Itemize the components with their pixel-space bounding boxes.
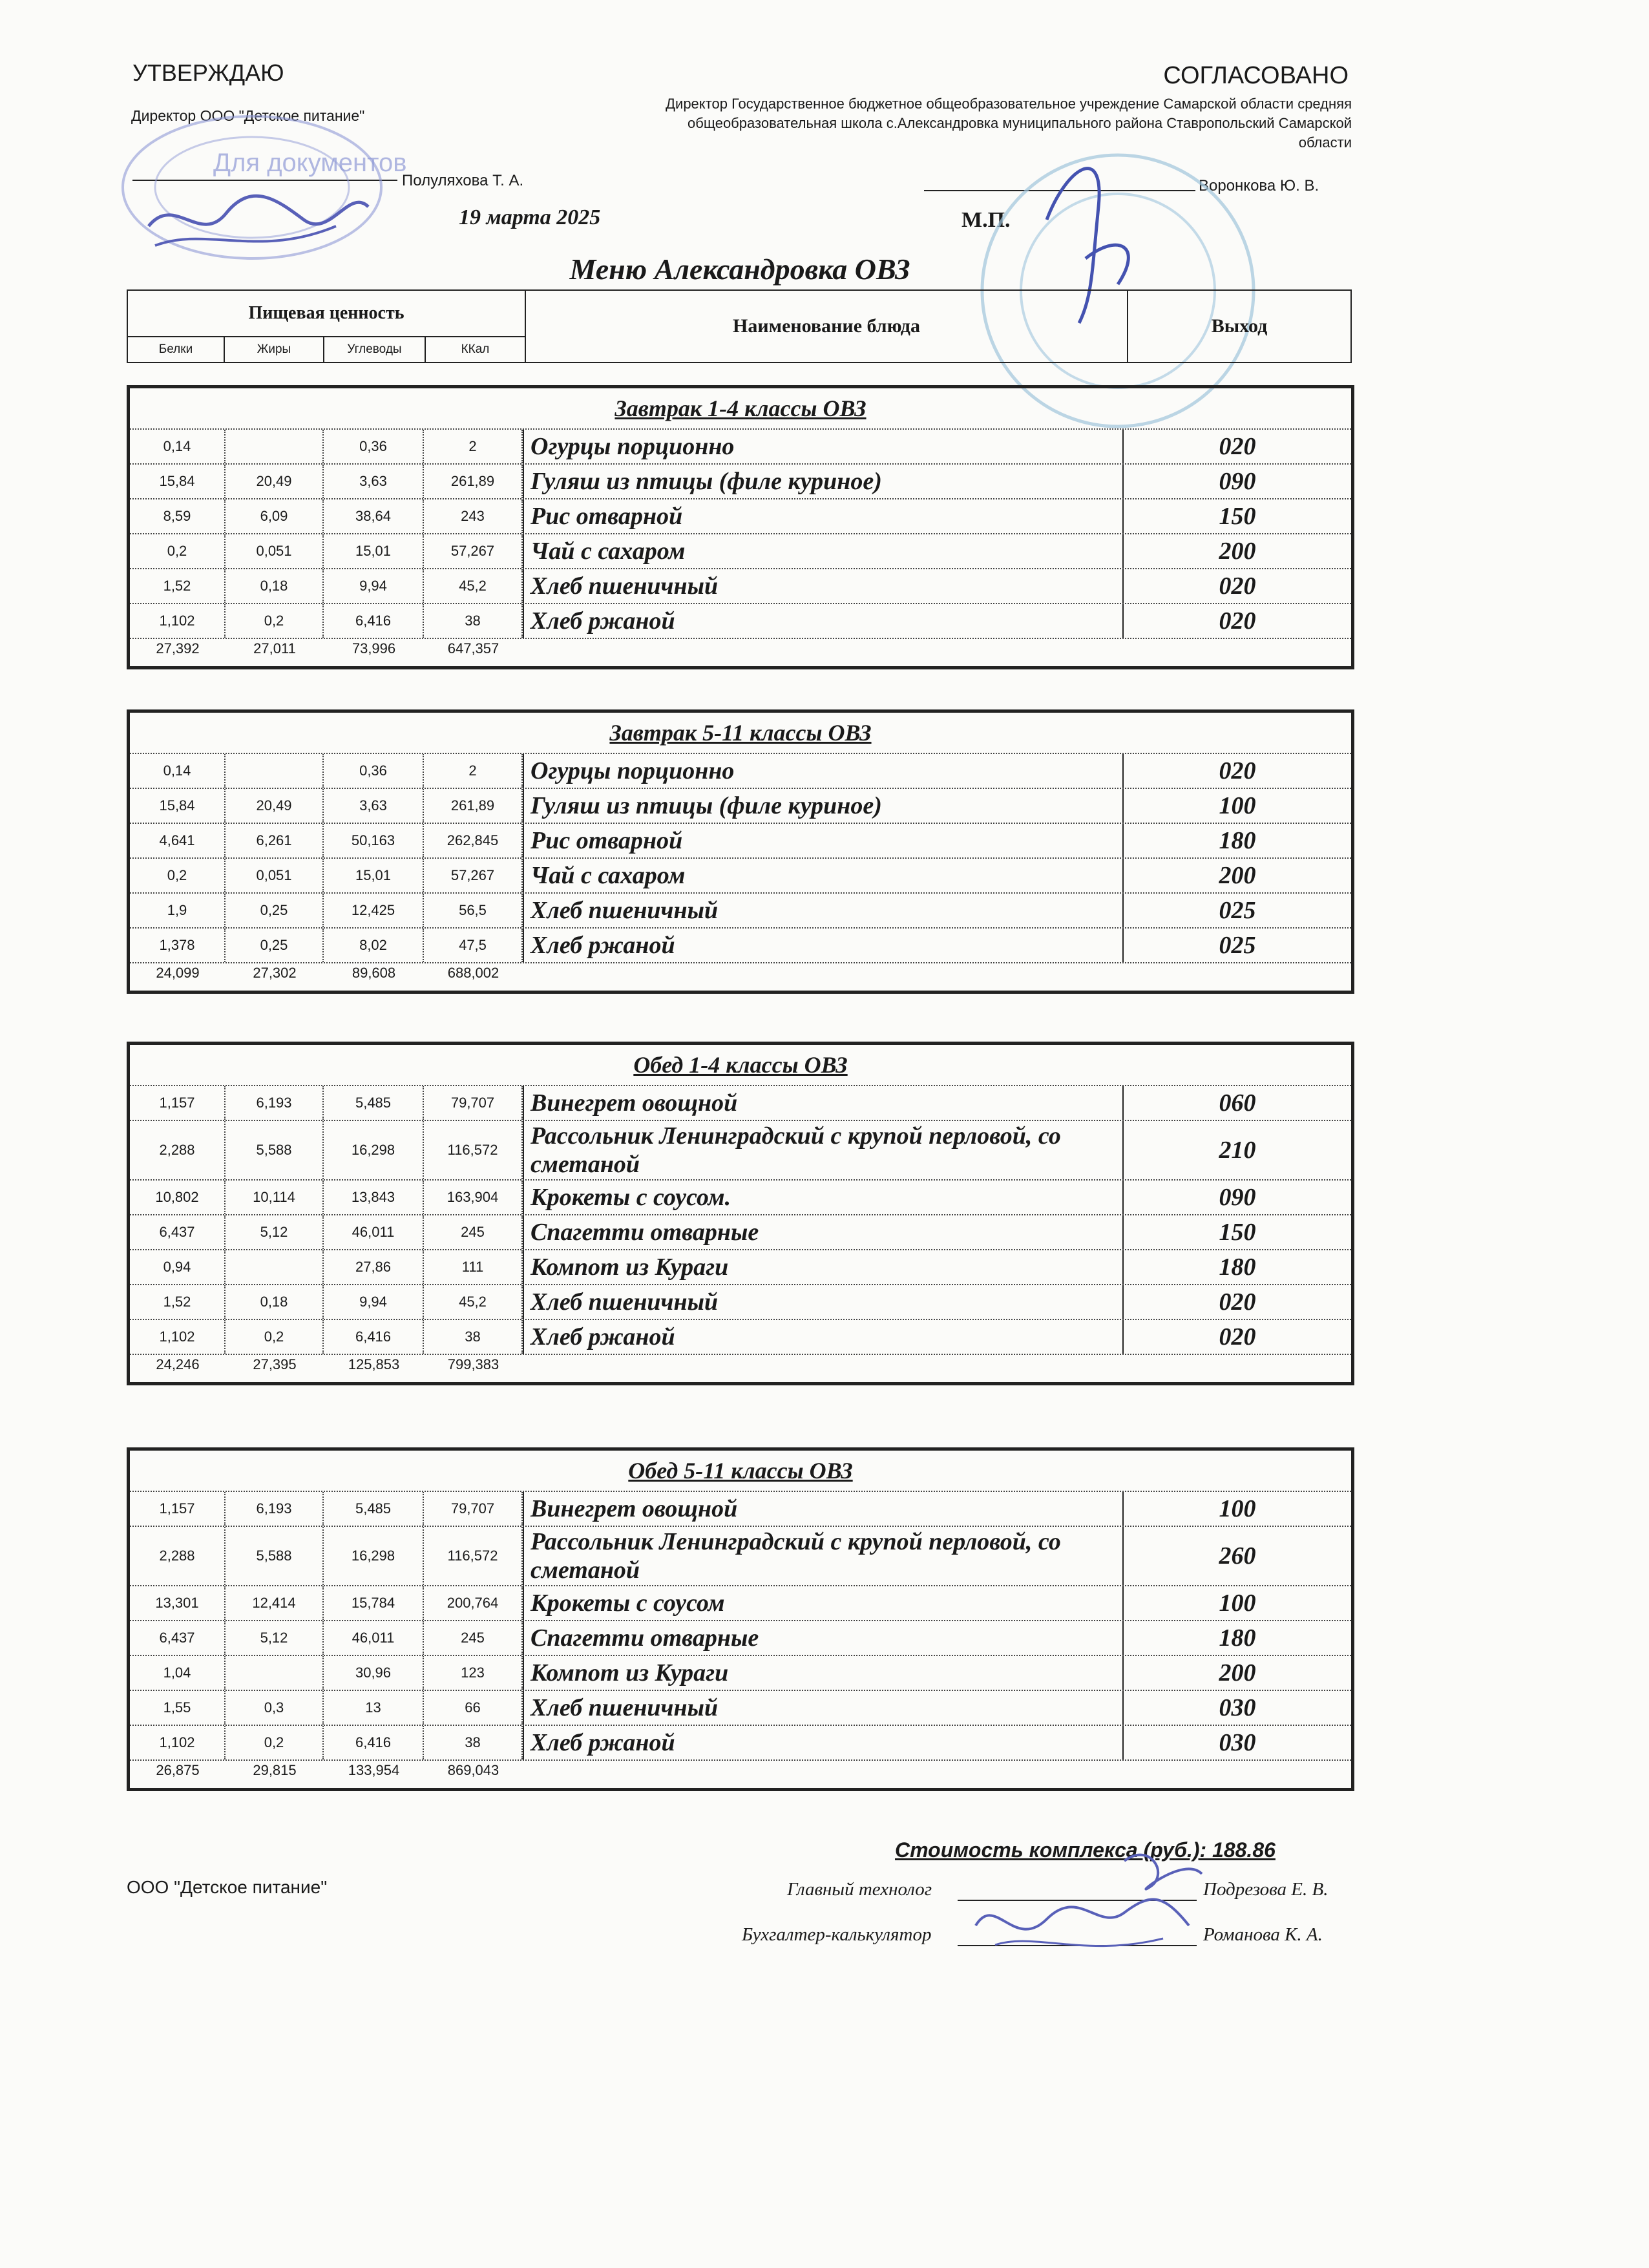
fats-cell: 0,3 bbox=[226, 1691, 324, 1725]
fats-cell: 6,193 bbox=[226, 1086, 324, 1120]
menu-row bbox=[130, 569, 1351, 604]
section-title: Завтрак 1-4 классы ОВЗ bbox=[130, 388, 1351, 430]
fats-cell: 0,25 bbox=[226, 894, 324, 927]
kcal-cell: 38 bbox=[424, 1320, 523, 1354]
section-title: Завтрак 5-11 классы ОВЗ bbox=[130, 713, 1351, 754]
carbs-cell: 12,425 bbox=[324, 894, 424, 927]
page-title: Меню Александровка ОВЗ bbox=[569, 253, 910, 286]
kcal-cell: 245 bbox=[424, 1215, 523, 1249]
chief-technologist-role: Главный технолог bbox=[787, 1879, 932, 1900]
kcal-cell: 57,267 bbox=[424, 859, 523, 892]
proteins-cell: 1,9 bbox=[130, 894, 226, 927]
dish-output: 020 bbox=[1219, 757, 1256, 784]
fats-cell: 0,2 bbox=[226, 604, 324, 638]
menu-row bbox=[130, 465, 1351, 499]
carbs-cell: 15,01 bbox=[324, 859, 424, 892]
dish-output: 025 bbox=[1219, 897, 1256, 924]
dish-name: Хлеб ржаной bbox=[523, 929, 1124, 962]
menu-section bbox=[127, 385, 1354, 669]
fats-cell: 5,588 bbox=[226, 1527, 324, 1585]
total-kcal: 688,002 bbox=[447, 965, 499, 981]
dish-name: Рассольник Ленинградский с крупой перловой, со сметаной bbox=[523, 1121, 1124, 1179]
menu-row bbox=[130, 430, 1351, 465]
dish-output: 060 bbox=[1219, 1089, 1256, 1117]
accountant-name: Романова К. А. bbox=[1203, 1924, 1323, 1945]
kcal-cell: 38 bbox=[424, 1726, 523, 1759]
fats-cell: 5,588 bbox=[226, 1121, 324, 1179]
output-header: Выход bbox=[1128, 290, 1351, 362]
chief-technologist-name: Подрезова Е. В. bbox=[1203, 1879, 1329, 1900]
menu-row bbox=[130, 1250, 1351, 1285]
dish-name: Компот из Кураги bbox=[523, 1656, 1124, 1690]
section-title: Обед 5-11 классы ОВЗ bbox=[130, 1451, 1351, 1492]
dish-name: Хлеб пшеничный bbox=[523, 1691, 1124, 1725]
kcal-cell: 2 bbox=[424, 430, 523, 463]
proteins-cell: 6,437 bbox=[130, 1621, 226, 1655]
fats-header: Жиры bbox=[224, 337, 324, 362]
total-proteins: 24,099 bbox=[156, 965, 200, 981]
menu-row bbox=[130, 1320, 1351, 1355]
menu-row bbox=[130, 1086, 1351, 1121]
menu-row bbox=[130, 1492, 1351, 1527]
proteins-cell: 0,14 bbox=[130, 430, 226, 463]
menu-row bbox=[130, 1215, 1351, 1250]
fats-cell bbox=[226, 1250, 324, 1284]
carbs-cell: 30,96 bbox=[324, 1656, 424, 1690]
dish-name: Рассольник Ленинградский с крупой перловой, со сметаной bbox=[523, 1527, 1124, 1585]
kcal-cell: 66 bbox=[424, 1691, 523, 1725]
footer-signatures-icon bbox=[956, 1835, 1228, 1984]
proteins-cell: 1,102 bbox=[130, 1726, 226, 1759]
dish-name: Хлеб пшеничный bbox=[523, 1285, 1124, 1319]
menu-section bbox=[127, 709, 1354, 994]
dish-output: 030 bbox=[1219, 1694, 1256, 1721]
total-carbs: 133,954 bbox=[348, 1762, 400, 1778]
carbs-cell: 9,94 bbox=[324, 1285, 424, 1319]
menu-row bbox=[130, 1527, 1351, 1586]
agree-name: Воронкова Ю. В. bbox=[1199, 177, 1319, 194]
dish-name: Рис отварной bbox=[523, 499, 1124, 533]
dish-name: Огурцы порционно bbox=[523, 430, 1124, 463]
dish-name: Гуляш из птицы (филе куриное) bbox=[523, 789, 1124, 823]
proteins-cell: 10,802 bbox=[130, 1181, 226, 1214]
dish-header: Наименование блюда bbox=[525, 290, 1128, 362]
dish-name: Чай с сахаром bbox=[523, 534, 1124, 568]
fats-cell: 20,49 bbox=[226, 465, 324, 498]
approve-role: Директор ООО "Детское питание" bbox=[131, 107, 365, 124]
fats-cell: 0,18 bbox=[226, 569, 324, 603]
menu-row bbox=[130, 1181, 1351, 1215]
proteins-cell: 13,301 bbox=[130, 1586, 226, 1620]
total-carbs: 73,996 bbox=[352, 640, 396, 656]
dish-output: 200 bbox=[1219, 538, 1256, 565]
carbs-cell: 15,01 bbox=[324, 534, 424, 568]
kcal-cell: 45,2 bbox=[424, 569, 523, 603]
dish-name: Винегрет овощной bbox=[523, 1086, 1124, 1120]
total-fats: 27,395 bbox=[253, 1356, 297, 1372]
kcal-cell: 57,267 bbox=[424, 534, 523, 568]
proteins-cell: 0,2 bbox=[130, 534, 226, 568]
dish-output: 020 bbox=[1219, 1323, 1256, 1350]
carbs-cell: 46,011 bbox=[324, 1215, 424, 1249]
carbs-cell: 16,298 bbox=[324, 1121, 424, 1179]
menu-row bbox=[130, 499, 1351, 534]
dish-output: 260 bbox=[1219, 1542, 1256, 1570]
carbs-cell: 8,02 bbox=[324, 929, 424, 962]
proteins-cell: 15,84 bbox=[130, 465, 226, 498]
kcal-cell: 2 bbox=[424, 754, 523, 788]
proteins-cell: 6,437 bbox=[130, 1215, 226, 1249]
approve-name: Полуляхова Т. А. bbox=[402, 172, 524, 189]
dish-output: 100 bbox=[1219, 1495, 1256, 1522]
total-carbs: 89,608 bbox=[352, 965, 396, 981]
kcal-cell: 38 bbox=[424, 604, 523, 638]
fats-cell: 6,261 bbox=[226, 824, 324, 857]
proteins-cell: 1,157 bbox=[130, 1086, 226, 1120]
total-kcal: 869,043 bbox=[447, 1762, 499, 1778]
dish-name: Рис отварной bbox=[523, 824, 1124, 857]
fats-cell: 0,2 bbox=[226, 1320, 324, 1354]
dish-output: 150 bbox=[1219, 503, 1256, 530]
kcal-cell: 79,707 bbox=[424, 1492, 523, 1526]
dish-name: Крокеты с соусом. bbox=[523, 1181, 1124, 1214]
fats-cell: 5,12 bbox=[226, 1215, 324, 1249]
document-date: 19 марта 2025 bbox=[459, 205, 601, 229]
fats-cell bbox=[226, 1656, 324, 1690]
kcal-cell: 245 bbox=[424, 1621, 523, 1655]
kcal-cell: 79,707 bbox=[424, 1086, 523, 1120]
dish-output: 020 bbox=[1219, 1288, 1256, 1316]
dish-name: Чай с сахаром bbox=[523, 859, 1124, 892]
dish-output: 210 bbox=[1219, 1137, 1256, 1164]
carbs-cell: 3,63 bbox=[324, 465, 424, 498]
dish-name: Огурцы порционно bbox=[523, 754, 1124, 788]
dish-name: Компот из Кураги bbox=[523, 1250, 1124, 1284]
dish-output: 200 bbox=[1219, 862, 1256, 889]
proteins-cell: 8,59 bbox=[130, 499, 226, 533]
kcal-cell: 47,5 bbox=[424, 929, 523, 962]
fats-cell: 0,051 bbox=[226, 534, 324, 568]
column-header-table bbox=[127, 289, 1352, 363]
proteins-cell: 1,52 bbox=[130, 1285, 226, 1319]
menu-row bbox=[130, 1586, 1351, 1621]
dish-output: 025 bbox=[1219, 932, 1256, 959]
proteins-cell: 1,52 bbox=[130, 569, 226, 603]
seal-place-label: М.П. bbox=[961, 208, 1011, 232]
total-fats: 29,815 bbox=[253, 1762, 297, 1778]
fats-cell: 10,114 bbox=[226, 1181, 324, 1214]
carbs-cell: 13 bbox=[324, 1691, 424, 1725]
stamp-text: Для документов bbox=[213, 149, 407, 177]
total-fats: 27,011 bbox=[253, 640, 296, 656]
menu-row bbox=[130, 754, 1351, 789]
dish-output: 150 bbox=[1219, 1219, 1256, 1246]
dish-name: Винегрет овощной bbox=[523, 1492, 1124, 1526]
menu-section bbox=[127, 1447, 1354, 1791]
total-proteins: 24,246 bbox=[156, 1356, 200, 1372]
menu-row bbox=[130, 859, 1351, 894]
kcal-cell: 116,572 bbox=[424, 1527, 523, 1585]
dish-name: Крокеты с соусом bbox=[523, 1586, 1124, 1620]
carbs-cell: 50,163 bbox=[324, 824, 424, 857]
fats-cell bbox=[226, 430, 324, 463]
proteins-header: Белки bbox=[127, 337, 224, 362]
kcal-cell: 56,5 bbox=[424, 894, 523, 927]
kcal-cell: 45,2 bbox=[424, 1285, 523, 1319]
nutrition-header: Пищевая ценность bbox=[127, 290, 525, 337]
proteins-cell: 4,641 bbox=[130, 824, 226, 857]
dish-name: Хлеб пшеничный bbox=[523, 894, 1124, 927]
complex-cost: Стоимость комплекса (руб.): 188.86 bbox=[895, 1838, 1276, 1862]
dish-output: 180 bbox=[1219, 1624, 1256, 1652]
proteins-cell: 1,157 bbox=[130, 1492, 226, 1526]
total-proteins: 27,392 bbox=[156, 640, 200, 656]
menu-row bbox=[130, 1621, 1351, 1656]
kcal-cell: 261,89 bbox=[424, 789, 523, 823]
proteins-cell: 0,2 bbox=[130, 859, 226, 892]
carbs-cell: 6,416 bbox=[324, 1726, 424, 1759]
carbs-cell: 3,63 bbox=[324, 789, 424, 823]
approve-title: УТВЕРЖДАЮ bbox=[132, 59, 284, 86]
dish-output: 100 bbox=[1219, 1590, 1256, 1617]
carbs-cell: 0,36 bbox=[324, 754, 424, 788]
dish-name: Хлеб ржаной bbox=[523, 1726, 1124, 1759]
kcal-cell: 163,904 bbox=[424, 1181, 523, 1214]
carbs-cell: 6,416 bbox=[324, 604, 424, 638]
total-kcal: 647,357 bbox=[447, 640, 499, 656]
section-title: Обед 1-4 классы ОВЗ bbox=[130, 1045, 1351, 1086]
menu-row bbox=[130, 789, 1351, 824]
accountant-role: Бухгалтер-калькулятор bbox=[742, 1924, 932, 1945]
carbs-cell: 27,86 bbox=[324, 1250, 424, 1284]
fats-cell: 12,414 bbox=[226, 1586, 324, 1620]
menu-row bbox=[130, 534, 1351, 569]
menu-row bbox=[130, 1691, 1351, 1726]
dish-name: Спагетти отварные bbox=[523, 1621, 1124, 1655]
kcal-cell: 262,845 bbox=[424, 824, 523, 857]
dish-output: 020 bbox=[1219, 433, 1256, 460]
dish-output: 030 bbox=[1219, 1729, 1256, 1756]
dish-output: 180 bbox=[1219, 1254, 1256, 1281]
carbs-cell: 5,485 bbox=[324, 1086, 424, 1120]
menu-row bbox=[130, 1285, 1351, 1320]
dish-output: 200 bbox=[1219, 1659, 1256, 1686]
carbs-cell: 46,011 bbox=[324, 1621, 424, 1655]
total-fats: 27,302 bbox=[253, 965, 297, 981]
dish-output: 090 bbox=[1219, 1184, 1256, 1211]
dish-name: Хлеб пшеничный bbox=[523, 569, 1124, 603]
dish-output: 100 bbox=[1219, 792, 1256, 819]
section-total-row bbox=[130, 1355, 1351, 1382]
fats-cell: 20,49 bbox=[226, 789, 324, 823]
carbs-cell: 0,36 bbox=[324, 430, 424, 463]
carbs-cell: 6,416 bbox=[324, 1320, 424, 1354]
dish-name: Спагетти отварные bbox=[523, 1215, 1124, 1249]
menu-row bbox=[130, 929, 1351, 963]
carbs-cell: 5,485 bbox=[324, 1492, 424, 1526]
carbs-cell: 16,298 bbox=[324, 1527, 424, 1585]
proteins-cell: 2,288 bbox=[130, 1527, 226, 1585]
menu-row bbox=[130, 1726, 1351, 1761]
dish-output: 090 bbox=[1219, 468, 1256, 495]
total-carbs: 125,853 bbox=[348, 1356, 400, 1372]
dish-output: 020 bbox=[1219, 607, 1256, 635]
dish-name: Хлеб ржаной bbox=[523, 1320, 1124, 1354]
carbs-cell: 9,94 bbox=[324, 569, 424, 603]
proteins-cell: 1,102 bbox=[130, 1320, 226, 1354]
section-total-row bbox=[130, 1761, 1351, 1788]
fats-cell: 5,12 bbox=[226, 1621, 324, 1655]
kcal-cell: 123 bbox=[424, 1656, 523, 1690]
carbs-cell: 15,784 bbox=[324, 1586, 424, 1620]
dish-name: Гуляш из птицы (филе куриное) bbox=[523, 465, 1124, 498]
total-proteins: 26,875 bbox=[156, 1762, 200, 1778]
fats-cell bbox=[226, 754, 324, 788]
proteins-cell: 1,378 bbox=[130, 929, 226, 962]
kcal-cell: 261,89 bbox=[424, 465, 523, 498]
section-total-row bbox=[130, 639, 1351, 666]
kcal-cell: 243 bbox=[424, 499, 523, 533]
fats-cell: 0,2 bbox=[226, 1726, 324, 1759]
menu-row bbox=[130, 1656, 1351, 1691]
agree-title: СОГЛАСОВАНО bbox=[1163, 62, 1349, 89]
fats-cell: 6,09 bbox=[226, 499, 324, 533]
kcal-cell: 200,764 bbox=[424, 1586, 523, 1620]
proteins-cell: 2,288 bbox=[130, 1121, 226, 1179]
footer-org: ООО "Детское питание" bbox=[127, 1877, 328, 1897]
carbs-cell: 13,843 bbox=[324, 1181, 424, 1214]
kcal-header: ККал bbox=[425, 337, 525, 362]
carbs-header: Углеводы bbox=[324, 337, 425, 362]
menu-row bbox=[130, 604, 1351, 639]
proteins-cell: 1,102 bbox=[130, 604, 226, 638]
proteins-cell: 0,14 bbox=[130, 754, 226, 788]
menu-row bbox=[130, 894, 1351, 929]
fats-cell: 0,25 bbox=[226, 929, 324, 962]
dish-name: Хлеб ржаной bbox=[523, 604, 1124, 638]
total-kcal: 799,383 bbox=[447, 1356, 499, 1372]
proteins-cell: 0,94 bbox=[130, 1250, 226, 1284]
proteins-cell: 15,84 bbox=[130, 789, 226, 823]
proteins-cell: 1,55 bbox=[130, 1691, 226, 1725]
dish-output: 180 bbox=[1219, 827, 1256, 854]
proteins-cell: 1,04 bbox=[130, 1656, 226, 1690]
fats-cell: 0,051 bbox=[226, 859, 324, 892]
menu-row bbox=[130, 1121, 1351, 1181]
section-total-row bbox=[130, 963, 1351, 991]
dish-output: 020 bbox=[1219, 572, 1256, 600]
kcal-cell: 116,572 bbox=[424, 1121, 523, 1179]
menu-row bbox=[130, 824, 1351, 859]
menu-section bbox=[127, 1042, 1354, 1385]
agree-role: Директор Государственное бюджетное общеобразовательное учреждение Самарской области средняя общеобразовательная школа с.Александровка муниципального района Ставропольский Самарской области bbox=[666, 96, 1352, 151]
fats-cell: 0,18 bbox=[226, 1285, 324, 1319]
kcal-cell: 111 bbox=[424, 1250, 523, 1284]
fats-cell: 6,193 bbox=[226, 1492, 324, 1526]
carbs-cell: 38,64 bbox=[324, 499, 424, 533]
